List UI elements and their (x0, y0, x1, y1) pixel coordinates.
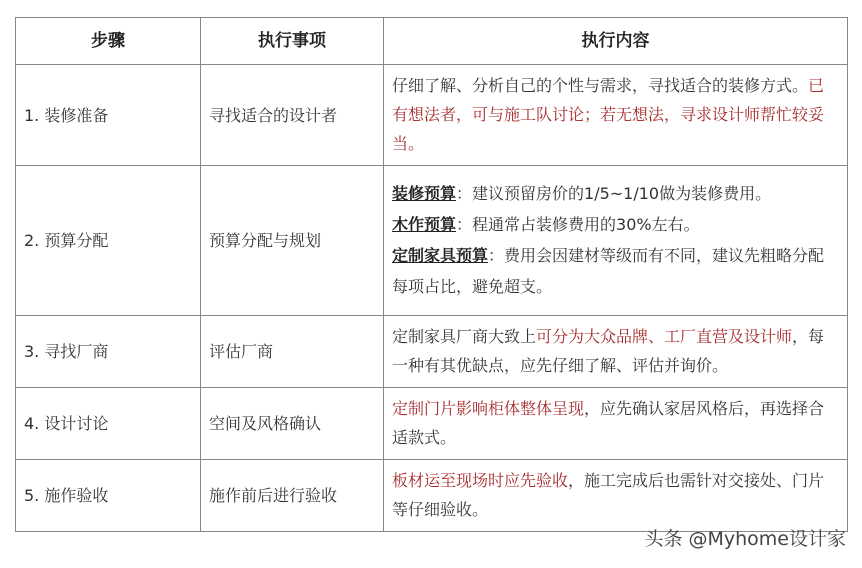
header-item: 执行事项 (201, 18, 384, 65)
step-cell: 3. 寻找厂商 (16, 316, 201, 388)
furniture-keyword: 定制家具预算 (392, 246, 489, 265)
source-watermark: 头条 @Myhome设计家 (644, 528, 846, 550)
furniture-text: ：费用会因建材等级而有不同，建议先粗略分配每项占比，避免超支。 (392, 246, 825, 296)
table-row (16, 166, 848, 316)
content-cell (384, 388, 848, 460)
content-highlight: 已有想法者，可与施工队讨论；若无想法，寻求设计师帮忙较妥当。 (392, 76, 825, 153)
step-cell: 4. 设计讨论 (16, 388, 201, 460)
header-row (16, 18, 848, 65)
step-cell: 5. 施作验收 (16, 460, 201, 532)
table-row (16, 65, 848, 166)
content-highlight: 定制门片影响柜体整体呈现 (392, 399, 585, 418)
table-row (16, 316, 848, 388)
content-cell (384, 316, 848, 388)
header-step: 步骤 (16, 18, 201, 65)
content-text: ，每一种有其优缺点，应先仔细了解、评估并询价。 (392, 327, 825, 375)
content-cell (384, 166, 848, 316)
content-text: 定制家具厂商大致上 (392, 327, 537, 346)
item-cell: 预算分配与规划 (201, 166, 384, 316)
content-highlight: 可分为大众品牌、工厂直营及设计师 (536, 327, 793, 346)
budget-keyword: 装修预算 (392, 184, 457, 203)
step-cell: 2. 预算分配 (16, 166, 201, 316)
content-cell (384, 65, 848, 166)
step-cell: 1. 装修准备 (16, 65, 201, 166)
item-cell: 寻找适合的设计者 (201, 65, 384, 166)
content-text: ，施工完成后也需针对交接处、门片等仔细验收。 (392, 471, 825, 519)
content-text: ，应先确认家居风格后，再选择合适款式。 (392, 399, 825, 447)
woodwork-keyword: 木作预算 (392, 215, 457, 234)
woodwork-line (392, 209, 839, 240)
furniture-line (392, 240, 839, 302)
header-content: 执行内容 (384, 18, 848, 65)
budget-line (392, 178, 839, 209)
item-cell: 施作前后进行验收 (201, 460, 384, 532)
table-row (16, 460, 848, 532)
table-row (16, 388, 848, 460)
budget-text: ：建议预留房价的1/5~1/10做为装修费用。 (456, 184, 772, 203)
steps-table (15, 17, 848, 532)
woodwork-text: ：程通常占装修费用的30%左右。 (456, 215, 700, 234)
content-text: 仔细了解、分析自己的个性与需求，寻找适合的装修方式。 (392, 76, 809, 95)
item-cell: 空间及风格确认 (201, 388, 384, 460)
item-cell: 评估厂商 (201, 316, 384, 388)
content-highlight: 板材运至现场时应先验收 (392, 471, 569, 490)
content-cell (384, 460, 848, 532)
